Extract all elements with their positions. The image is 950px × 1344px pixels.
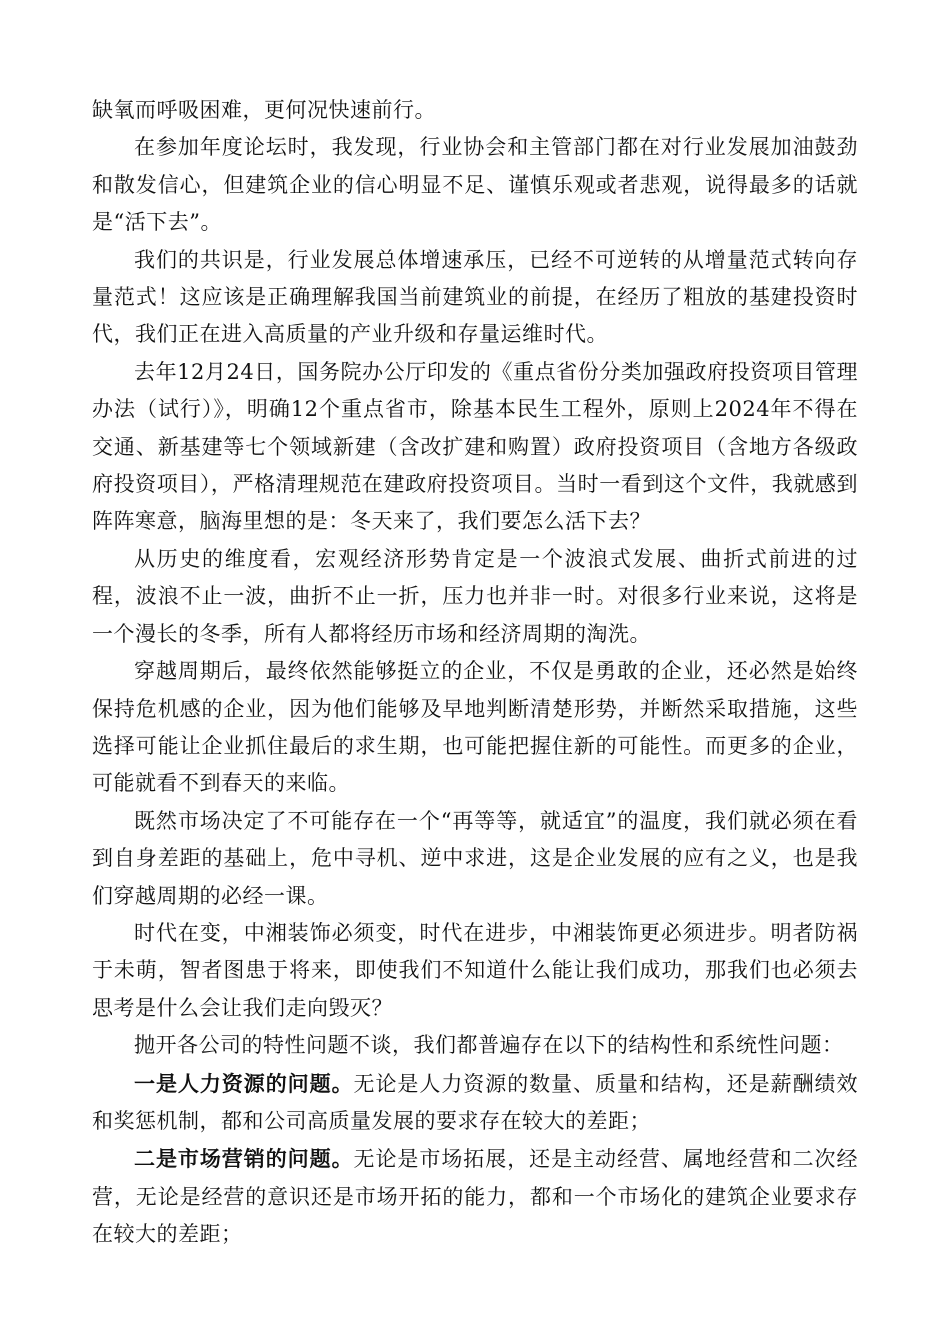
document-page: [92, 92, 858, 1254]
paragraph-change: 时代在变，中湘装饰必须变，时代在进步，中湘装饰更必须进步。明者防祸于未萌，智者图患于将来，即使我们不知道什么能让我们成功，那我们也必须去思考是什么会让我们走向毁灭？: [92, 920, 858, 1020]
paragraph-continuation: 缺氧而呼吸困难，更何况快速前行。: [92, 98, 436, 122]
problem-marketing-text: 无论是市场拓展，还是主动经营、属地经营和二次经营，无论是经营的意识还是市场开拓的能力，都和一个市场化的建筑企业要求存在较大的差距；: [92, 1147, 858, 1247]
paragraph-cycle: 穿越周期后，最终依然能够挺立的企业，不仅是勇敢的企业，还必然是始终保持危机感的企业，因为他们能够及早地判断清楚形势，并断然采取措施，这些选择可能让企业抓住最后的求生期，也可能把握住新的可能性。而更多的企业，可能就看不到春天的来临。: [92, 659, 858, 796]
paragraph-problems-intro: 抛开各公司的特性问题不谈，我们都普遍存在以下的结构性和系统性问题：: [134, 1033, 844, 1058]
paragraph-market: 既然市场决定了不可能存在一个“再等等，就适宜”的温度，我们就必须在看到自身差距的基础上，危中寻机、逆中求进，这是企业发展的应有之义，也是我们穿越周期的必经一课。: [92, 808, 858, 908]
paragraph-policy: 去年12月24日，国务院办公厅印发的《重点省份分类加强政府投资项目管理办法（试行）》，明确12个重点省市，除基本民生工程外，原则上2024年不得在交通、新基建等七个领域新建（含改扩建和购置）政府投资项目（含地方各级政府投资项目），严格清理规范在建政府投资项目。当时一看到这个文件，我就感到阵阵寒意，脑海里想的是：冬天来了，我们要怎么活下去？: [92, 359, 858, 534]
paragraph-forum: 在参加年度论坛时，我发现，行业协会和主管部门都在对行业发展加油鼓劲和散发信心，但建筑企业的信心明显不足、谨慎乐观或者悲观，说得最多的话就是“活下去”。: [92, 135, 858, 235]
problem-hr-text: 无论是人力资源的数量、质量和结构，还是薪酬绩效和奖惩机制，都和公司高质量发展的要求存在较大的差距；: [92, 1071, 858, 1133]
paragraph-problem-hr: [92, 1065, 858, 1141]
problem-marketing-heading: 二是市场营销的问题。: [134, 1146, 354, 1172]
paragraph-problem-marketing: [92, 1140, 858, 1253]
paragraph-consensus: 我们的共识是，行业发展总体增速承压，已经不可逆转的从增量范式转向存量范式！这应该是正确理解我国当前建筑业的前提，在经历了粗放的基建投资时代，我们正在进入高质量的产业升级和存量运维时代。: [92, 247, 858, 347]
problem-hr-heading: 一是人力资源的问题。: [134, 1070, 354, 1096]
paragraph-history: 从历史的维度看，宏观经济形势肯定是一个波浪式发展、曲折式前进的过程，波浪不止一波，曲折不止一折，压力也并非一时。对很多行业来说，这将是一个漫长的冬季，所有人都将经历市场和经济周期的淘洗。: [92, 546, 858, 646]
